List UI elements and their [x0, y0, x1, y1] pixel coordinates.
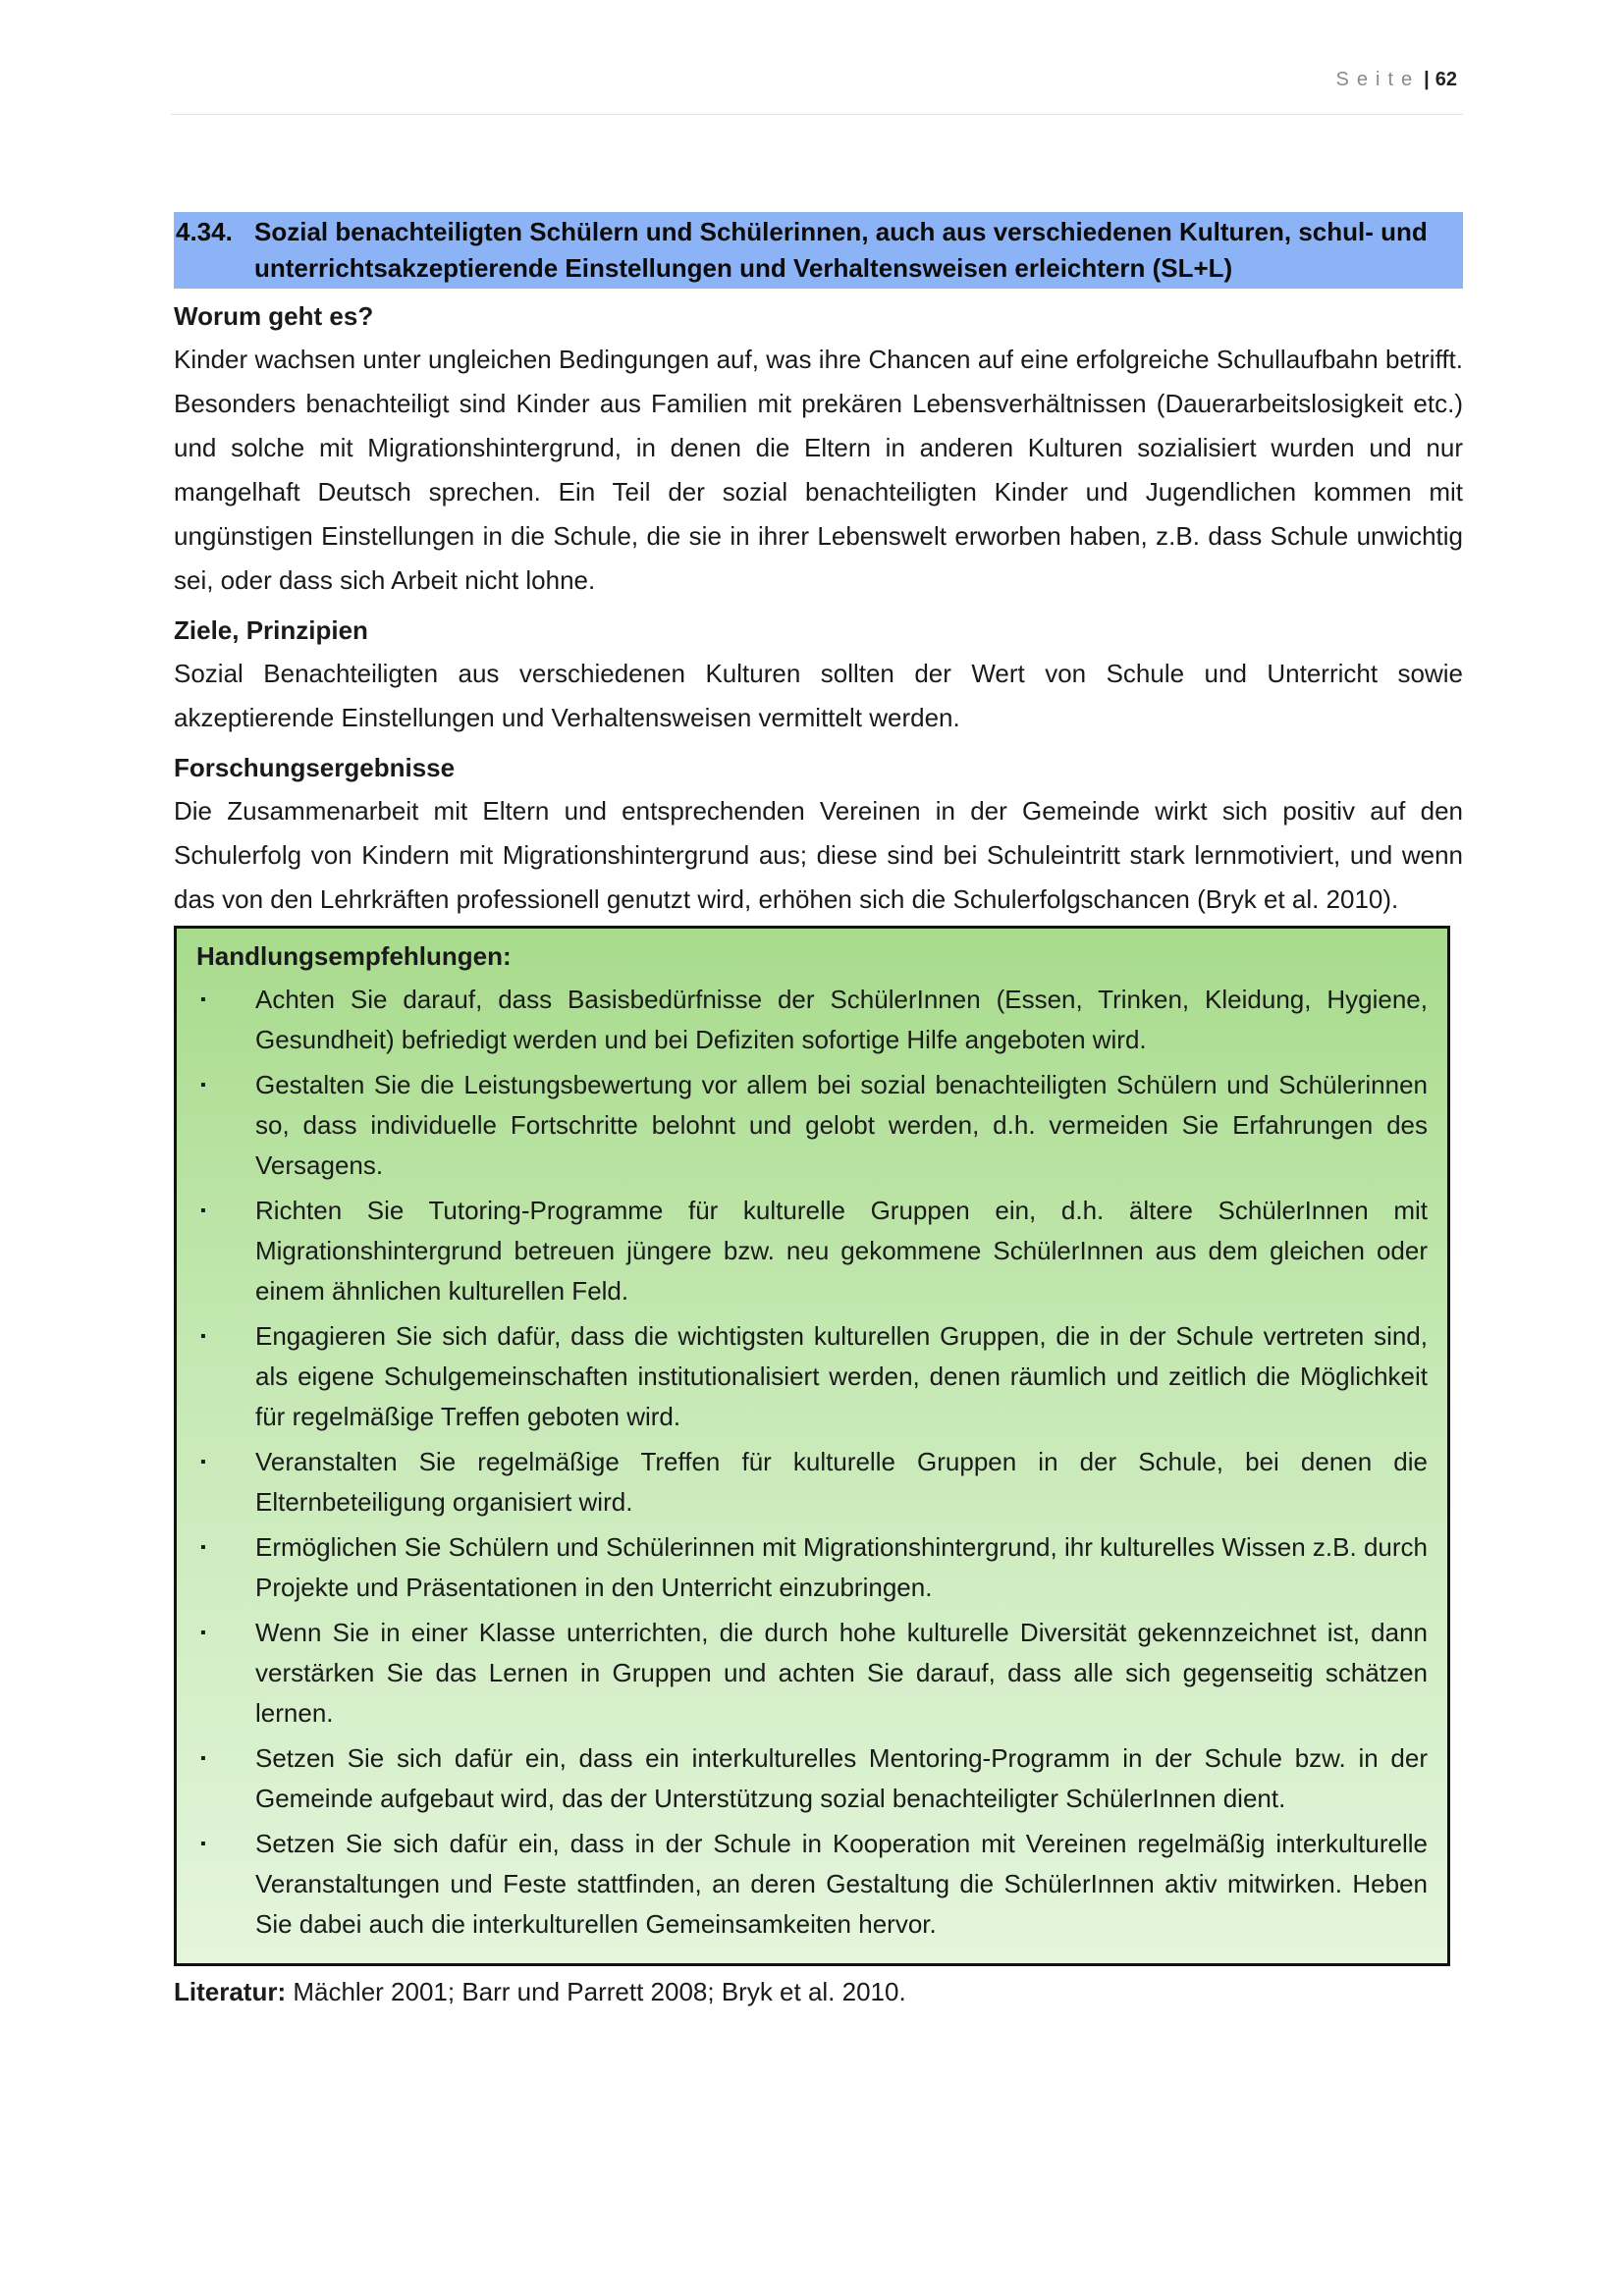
forschung-paragraph: Die Zusammenarbeit mit Eltern und entsprechenden Vereinen in der Gemeinde wirkt sich positiv auf den Schulerfolg von Kindern mit Migrationshintergrund aus; diese sind bei Schuleintritt stark lernmotiviert, und wenn das von den Lehrkräften professionell genutzt wird, erhöhen sich die Schulerfolgschancen (Bryk et al. 2010). [174, 796, 1463, 914]
square-bullet-icon: ▪ [200, 1625, 206, 1641]
square-bullet-icon: ▪ [200, 1077, 206, 1094]
list-item [196, 1824, 1428, 1945]
literature-text: Mächler 2001; Barr und Parrett 2008; Bryk et al. 2010. [286, 1977, 906, 2006]
list-item [196, 1527, 1428, 1608]
literature-label: Literatur: [174, 1977, 287, 2006]
seite-label: Seite [1335, 69, 1421, 90]
square-bullet-icon: ▪ [200, 1539, 206, 1556]
section-heading [174, 212, 1463, 289]
worum-heading: Worum geht es? [174, 301, 374, 331]
page-content [174, 212, 1463, 2011]
recommendations-box [174, 926, 1450, 1966]
page-number [1336, 69, 1457, 91]
list-item-text: Gestalten Sie die Leistungsbewertung vor allem bei sozial benachteiligten Schülern und Schülerinnen so, dass individuelle Fortschritte belohnt und gelobt werden, d.h. vermeiden Sie Erfahrungen des Versagens. [255, 1070, 1428, 1180]
recommendations-title: Handlungsempfehlungen: [196, 941, 512, 971]
square-bullet-icon: ▪ [200, 1202, 206, 1219]
list-item [196, 1738, 1428, 1819]
list-item [196, 1316, 1428, 1437]
list-item-text: Engagieren Sie sich dafür, dass die wichtigsten kulturellen Gruppen, die in der Schule vertreten sind, als eigene Schulgemeinschaften institutionalisiert werden, denen räumlich und zeitlich die Möglichkeit für regelmäßige Treffen geboten wird. [255, 1321, 1428, 1431]
square-bullet-icon: ▪ [200, 1750, 206, 1767]
list-item-text: Wenn Sie in einer Klasse unterrichten, die durch hohe kulturelle Diversität gekennzeichnet ist, dann verstärken Sie das Lernen in Gruppen und achten Sie darauf, dass alle sich gegenseitig schätzen lernen. [255, 1618, 1428, 1728]
ziele-paragraph: Sozial Benachteiligten aus verschiedenen Kulturen sollten der Wert von Schule und Unterricht sowie akzeptierende Einstellungen und Verhaltensweisen vermittelt werden. [174, 659, 1463, 732]
list-item-text: Achten Sie darauf, dass Basisbedürfnisse der SchülerInnen (Essen, Trinken, Kleidung, Hygiene, Gesundheit) befriedigt werden und bei Defiziten sofortige Hilfe angeboten wird. [255, 985, 1428, 1054]
list-item [196, 1065, 1428, 1186]
page-number-value: 62 [1435, 69, 1457, 90]
square-bullet-icon: ▪ [200, 1454, 206, 1470]
list-item [196, 980, 1428, 1060]
recommendations-list [196, 980, 1428, 1945]
forschung-heading: Forschungsergebnisse [174, 753, 456, 782]
page-separator: | [1424, 69, 1430, 90]
list-item-text: Setzen Sie sich dafür ein, dass ein interkulturelles Mentoring-Programm in der Schule bzw. in der Gemeinde aufgebaut wird, das der Unterstützung sozial benachteiligter SchülerInnen dient. [255, 1743, 1428, 1813]
list-item-text: Richten Sie Tutoring-Programme für kulturelle Gruppen ein, d.h. ältere SchülerInnen mit Migrationshintergrund betreuen jüngere bzw. neu gekommene SchülerInnen aus dem gleichen oder einem ähnlichen kulturellen Feld. [255, 1196, 1428, 1306]
square-bullet-icon: ▪ [200, 991, 206, 1008]
list-item-text: Ermöglichen Sie Schülern und Schülerinnen mit Migrationshintergrund, ihr kulturelles Wissen z.B. durch Projekte und Präsentationen in den Unterricht einzubringen. [255, 1532, 1428, 1602]
ziele-heading: Ziele, Prinzipien [174, 615, 368, 645]
page-header [171, 63, 1463, 115]
list-item [196, 1613, 1428, 1734]
square-bullet-icon: ▪ [200, 1328, 206, 1345]
list-item [196, 1191, 1428, 1311]
literature-line [174, 1972, 1463, 2011]
section-number: 4.34. [176, 217, 233, 246]
section-title: Sozial benachteiligten Schülern und Schülerinnen, auch aus verschiedenen Kulturen, schul- und unterrichtsakzeptierende Einstellungen und Verhaltensweisen erleichtern (SL+L) [254, 217, 1428, 283]
square-bullet-icon: ▪ [200, 1836, 206, 1852]
list-item-text: Setzen Sie sich dafür ein, dass in der Schule in Kooperation mit Vereinen regelmäßig interkulturelle Veranstaltungen und Feste stattfinden, an deren Gestaltung die SchülerInnen aktiv mitwirken. Heben Sie dabei auch die interkulturellen Gemeinsamkeiten hervor. [255, 1829, 1428, 1939]
list-item [196, 1442, 1428, 1522]
list-item-text: Veranstalten Sie regelmäßige Treffen für kulturelle Gruppen in der Schule, bei denen die Elternbeteiligung organisiert wird. [255, 1447, 1428, 1517]
worum-paragraph: Kinder wachsen unter ungleichen Bedingungen auf, was ihre Chancen auf eine erfolgreiche Schullaufbahn betrifft. Besonders benachteiligt sind Kinder aus Familien mit prekären Lebensverhältnissen (Dauerarbeitslosigkeit etc.) und solche mit Migrationshintergrund, in denen die Eltern in anderen Kulturen sozialisiert wurden und nur mangelhaft Deutsch sprechen. Ein Teil der sozial benachteiligten Kinder und Jugendlichen kommen mit ungünstigen Einstellungen in die Schule, die sie in ihrer Lebenswelt erworben haben, z.B. dass Schule unwichtig sei, oder dass sich Arbeit nicht lohne. [174, 345, 1463, 595]
